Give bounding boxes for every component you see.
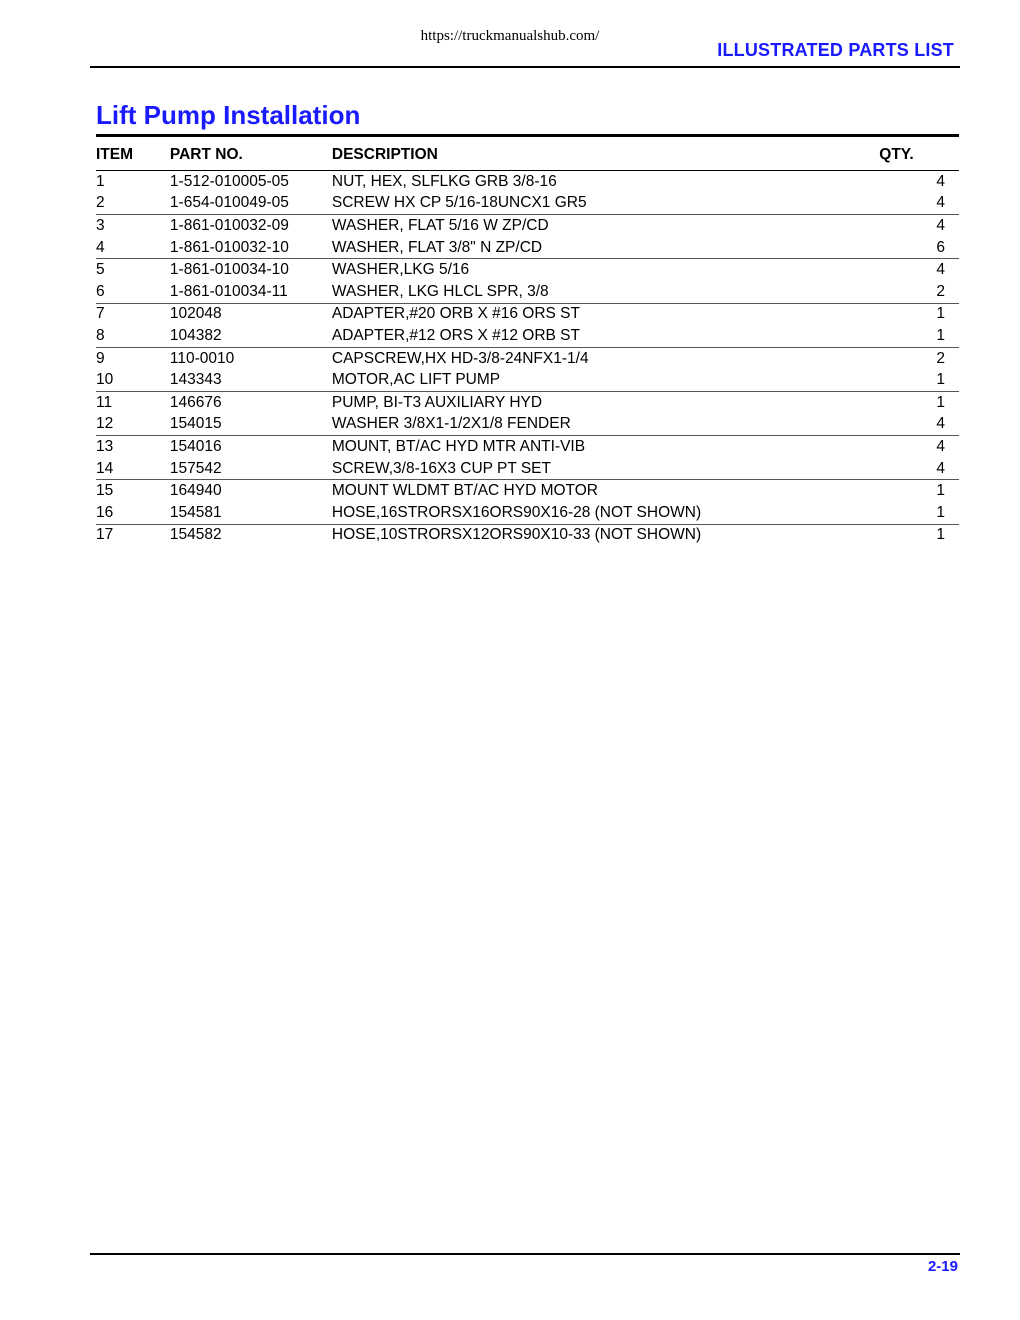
cell-part-no: 143343 [169,371,222,389]
title-divider [96,134,959,137]
cell-item: 12 [96,415,114,433]
cell-part-no: 1-861-010034-10 [170,259,332,281]
cell-description: HOSE,10STRORSX12ORS90X10-33 (NOT SHOWN) [332,524,871,546]
column-header-description: DESCRIPTION [332,140,871,171]
cell-part-no: 164940 [170,480,332,502]
cell-description: MOUNT, BT/AC HYD MTR ANTI-VIB [332,436,871,458]
source-url: https://truckmanualshub.com/ [420,28,600,44]
table-row [96,171,959,193]
cell-qty: 1 [936,326,945,344]
cell-part-no: 1-654-010049-05 [169,194,289,212]
cell-qty: 1 [871,303,959,325]
cell-description: SCREW HX CP 5/16-18UNCX1 GR5 [331,194,587,212]
cell-item: 4 [96,238,105,256]
table-row [96,458,959,480]
table-row [96,193,959,215]
table-row [96,391,959,413]
cell-item: 8 [96,326,105,344]
cell-part-no: 1-861-010032-10 [169,238,289,256]
column-header-qty: QTY. [871,140,959,171]
cell-part-no: 154581 [169,503,222,521]
cell-item: 9 [96,347,170,369]
table-row [96,502,959,524]
cell-qty: 1 [936,371,945,389]
cell-description: WASHER, FLAT 3/8" N ZP/CD [331,238,543,256]
cell-item: 5 [96,259,170,281]
cell-qty: 4 [871,436,959,458]
cell-description: MOTOR,AC LIFT PUMP [331,371,501,389]
cell-description: SCREW,3/8-16X3 CUP PT SET [331,459,551,477]
cell-part-no: 154016 [170,436,332,458]
cell-part-no: 154015 [169,415,222,433]
cell-part-no: 1-861-010032-09 [170,215,332,237]
cell-item: 10 [96,371,114,389]
cell-item: 6 [96,282,105,300]
cell-part-no: 157542 [169,459,222,477]
cell-qty: 2 [936,282,945,300]
header-divider [90,66,960,68]
table-row [96,281,959,303]
cell-part-no: 110-0010 [170,347,332,369]
cell-qty: 2 [871,347,959,369]
cell-item: 14 [96,459,114,477]
cell-item: 7 [96,303,170,325]
cell-qty: 4 [936,459,945,477]
footer-divider [90,1253,960,1255]
cell-part-no: 154582 [170,524,332,546]
table-row [96,369,959,391]
page-number: 2-19 [927,1258,958,1275]
cell-part-no: 1-861-010034-11 [169,282,288,300]
parts-table [96,140,959,546]
column-header-item: ITEM [96,140,170,171]
cell-description: CAPSCREW,HX HD-3/8-24NFX1-1/4 [332,347,871,369]
column-header-part-no: PART NO. [170,140,332,171]
table-row [96,480,959,502]
table-row [96,347,959,369]
cell-item: 1 [96,172,105,190]
table-row [96,325,959,347]
section-header: ILLUSTRATED PARTS LIST [717,40,954,60]
cell-qty: 4 [936,194,945,212]
cell-description: WASHER, LKG HLCL SPR, 3/8 [331,282,549,300]
table-row [96,524,959,546]
cell-qty: 1 [936,503,945,521]
cell-description: PUMP, BI-T3 AUXILIARY HYD [332,391,871,413]
cell-description: WASHER,LKG 5/16 [332,259,871,281]
table-row [96,436,959,458]
cell-item: 11 [96,391,170,413]
cell-item: 16 [96,503,114,521]
page-title: Lift Pump Installation [96,100,361,130]
table-row [96,414,959,436]
cell-part-no: 1-512-010005-05 [169,172,289,190]
cell-description: HOSE,16STRORSX16ORS90X16-28 (NOT SHOWN) [331,503,702,521]
cell-description: WASHER 3/8X1-1/2X1/8 FENDER [331,415,571,433]
parts-table-body [96,171,959,547]
cell-qty: 1 [871,480,959,502]
cell-qty: 1 [871,524,959,546]
table-header-row [96,140,959,171]
table-row [96,259,959,281]
cell-item: 15 [96,480,170,502]
cell-description: ADAPTER,#20 ORB X #16 ORS ST [332,303,871,325]
cell-part-no: 104382 [169,326,222,344]
cell-qty: 4 [936,415,945,433]
cell-description: NUT, HEX, SLFLKG GRB 3/8-16 [331,172,557,190]
cell-description: ADAPTER,#12 ORS X #12 ORB ST [331,326,580,344]
cell-item: 17 [96,524,170,546]
cell-part-no: 102048 [170,303,332,325]
cell-qty: 4 [871,259,959,281]
cell-qty: 4 [936,172,945,190]
table-row [96,303,959,325]
cell-description: WASHER, FLAT 5/16 W ZP/CD [332,215,871,237]
table-row [96,215,959,237]
cell-qty: 6 [936,238,945,256]
cell-item: 13 [96,436,170,458]
cell-item: 2 [96,194,105,212]
cell-qty: 1 [871,391,959,413]
cell-description: MOUNT WLDMT BT/AC HYD MOTOR [332,480,871,502]
table-row [96,237,959,259]
cell-part-no: 146676 [170,391,332,413]
cell-qty: 4 [871,215,959,237]
cell-item: 3 [96,215,170,237]
